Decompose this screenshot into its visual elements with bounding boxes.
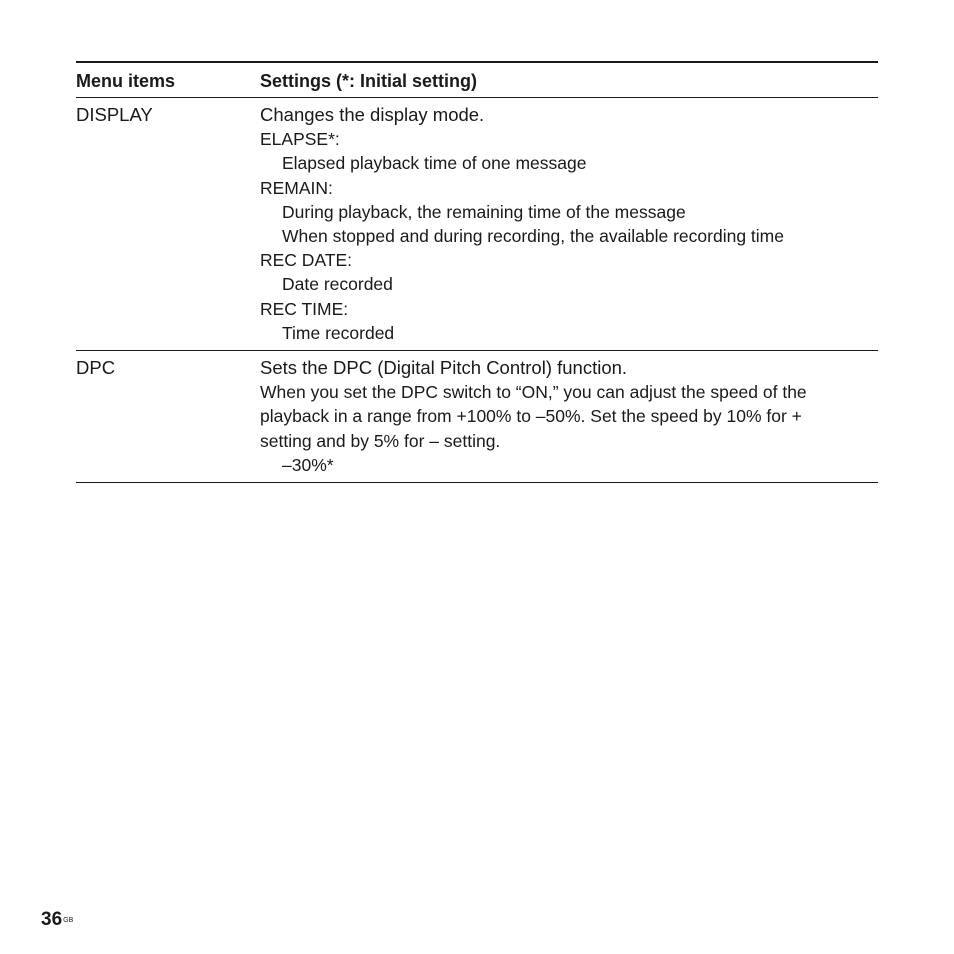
table-row bbox=[76, 351, 878, 482]
menu-item-display: DISPLAY bbox=[76, 104, 153, 125]
setting-description: Changes the display mode. bbox=[260, 104, 485, 125]
table-bottom-rule bbox=[76, 482, 878, 483]
option-description: When stopped and during recording, the available recording time bbox=[282, 226, 784, 247]
option-description: Time recorded bbox=[282, 322, 395, 343]
option-label: REC DATE: bbox=[260, 250, 353, 271]
table-row bbox=[76, 98, 878, 350]
header-settings: Settings (*: Initial setting) bbox=[260, 71, 478, 91]
option-label: REMAIN: bbox=[260, 177, 333, 198]
settings-table bbox=[76, 61, 878, 483]
setting-description: Sets the DPC (Digital Pitch Control) function. bbox=[260, 357, 628, 379]
option-label: REC TIME: bbox=[260, 298, 349, 319]
setting-detail-line: setting and by 5% for – setting. bbox=[260, 430, 501, 451]
setting-detail-line: When you set the DPC switch to “ON,” you can adjust the speed of the bbox=[260, 382, 807, 403]
option-description: During playback, the remaining time of the message bbox=[282, 201, 686, 222]
option-value: –30%* bbox=[282, 454, 334, 475]
page-region-code: GB bbox=[63, 917, 74, 924]
table-header-row bbox=[76, 63, 878, 97]
page-number bbox=[41, 909, 73, 931]
menu-item-dpc: DPC bbox=[76, 357, 116, 379]
setting-cell-dpc bbox=[260, 356, 878, 477]
header-menu-items: Menu items bbox=[76, 71, 176, 91]
option-description: Date recorded bbox=[282, 274, 393, 295]
page-number-value: 36 bbox=[41, 909, 63, 930]
option-label: ELAPSE*: bbox=[260, 129, 340, 150]
setting-cell-display bbox=[260, 103, 878, 345]
setting-detail-line: playback in a range from +100% to –50%. Set the speed by 10% for + bbox=[260, 406, 802, 427]
option-description: Elapsed playback time of one message bbox=[282, 153, 587, 174]
